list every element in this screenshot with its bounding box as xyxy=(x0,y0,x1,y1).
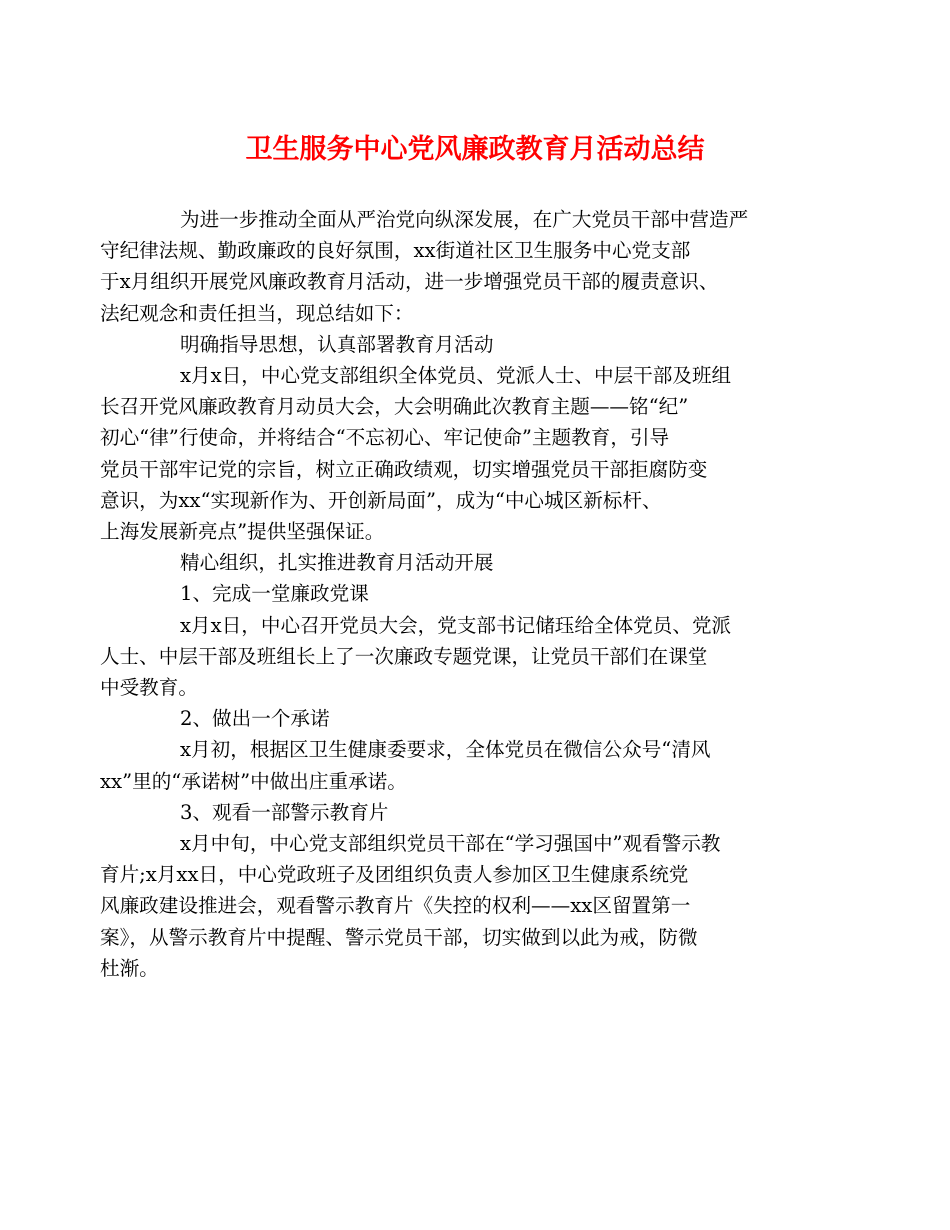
text-line: 于x月组织开展党风廉政教育月活动，进一步增强党员干部的履责意识、 xyxy=(100,270,719,294)
paragraph xyxy=(140,578,820,609)
text-line: 案》，从警示教育片中提醒、警示党员干部，切实做到以此为戒，防微 xyxy=(100,925,698,949)
text-line: 党员干部牢记党的宗旨，树立正确政绩观，切实增强党员干部拒腐防变 xyxy=(100,457,708,481)
text-line: x月x日，中心党支部组织全体党员、党派人士、中层干部及班组 xyxy=(180,364,732,388)
paragraph xyxy=(100,734,820,796)
text-line: 守纪律法规、勤政廉政的良好氛围，xx街道社区卫生服务中心党支部 xyxy=(100,239,691,263)
text-line: 人士、中层干部及班组长上了一次廉政专题党课，让党员干部们在课堂 xyxy=(100,644,708,668)
text-line: 3、观看一部警示教育片 xyxy=(180,800,389,824)
text-line: 明确指导思想，认真部署教育月活动 xyxy=(180,332,494,356)
text-line: 长召开党风廉政教育月动员大会，大会明确此次教育主题——铭“纪” xyxy=(100,395,689,419)
paragraph xyxy=(100,360,820,547)
paragraph xyxy=(140,547,820,578)
text-line: x月中旬，中心党支部组织党员干部在“学习强国中”观看警示教 xyxy=(180,832,721,856)
paragraph xyxy=(100,610,820,704)
text-line: 为进一步推动全面从严治党向纵深发展，在广大党员干部中营造严 xyxy=(180,208,749,231)
text-line: 中受教育。 xyxy=(100,676,198,700)
document-body xyxy=(100,204,820,984)
text-line: 杜渐。 xyxy=(100,956,159,980)
text-line: 上海发展新亮点”提供坚强保证。 xyxy=(100,520,385,544)
text-line: 风廉政建设推进会，观看警示教育片《失控的权利——xx区留置第一 xyxy=(100,894,691,918)
text-line: 法纪观念和责任担当，现总结如下： xyxy=(100,301,414,325)
paragraph xyxy=(140,797,820,828)
text-line: 精心组织，扎实推进教育月活动开展 xyxy=(180,551,494,575)
text-line: 1、完成一堂廉政党课 xyxy=(180,582,369,606)
text-line: 初心“律”行使命，并将结合“不忘初心、牢记使命”主题教育，引导 xyxy=(100,426,670,450)
text-line: 2、做出一个承诺 xyxy=(180,707,330,731)
paragraph xyxy=(100,204,820,329)
document-title: 卫生服务中心党风廉政教育月活动总结 xyxy=(245,134,705,165)
paragraph xyxy=(100,828,820,984)
text-line: 育片;x月xx日，中心党政班子及团组织负责人参加区卫生健康系统党 xyxy=(100,863,689,887)
paragraph xyxy=(140,703,820,734)
text-line: xx”里的“承诺树”中做出庄重承诺。 xyxy=(100,769,407,793)
text-line: x月初，根据区卫生健康委要求，全体党员在微信公众号“清风 xyxy=(180,738,711,762)
paragraph xyxy=(140,329,820,360)
text-line: 意识，为xx“实现新作为、开创新局面”，成为“中心城区新标杆、 xyxy=(100,488,662,512)
text-line: x月x日，中心召开党员大会，党支部书记储珏给全体党员、党派 xyxy=(180,613,732,637)
